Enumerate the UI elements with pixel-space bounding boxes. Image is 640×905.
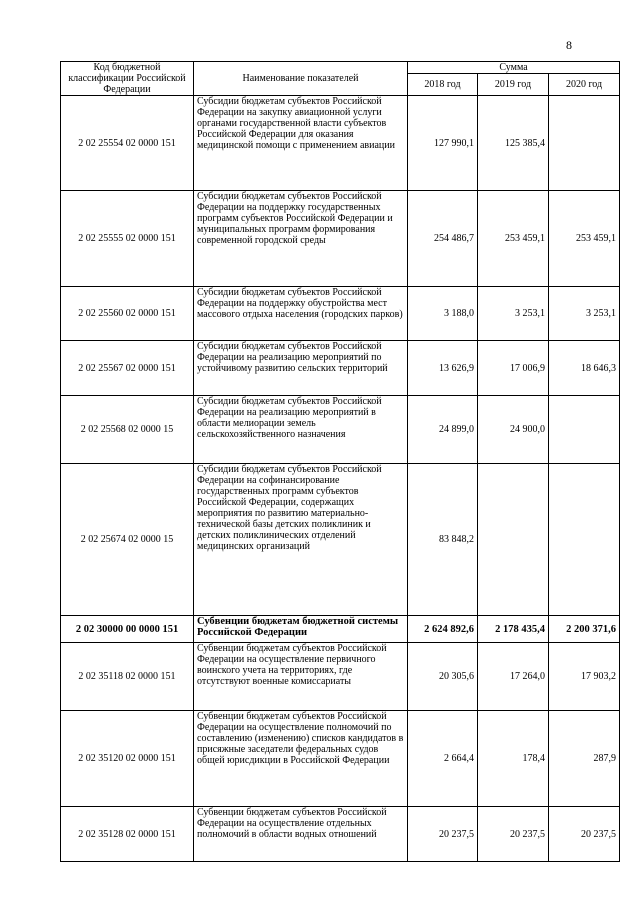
row-name: Субвенции бюджетам субъектов Российской Федерации на осуществление отдельных полномочий в области водных отношений — [194, 807, 408, 862]
table-row — [61, 464, 620, 616]
row-value-2019: 178,4 — [478, 711, 549, 807]
row-value-2018: 254 486,7 — [408, 191, 478, 287]
row-code: 2 02 35118 02 0000 151 — [61, 643, 194, 711]
row-name: Субсидии бюджетам субъектов Российской Федерации на закупку авиационной услуги органами государственной власти субъектов Российской Федерации для оказания медицинской помощи с применением авиации — [194, 96, 408, 191]
table-row — [61, 396, 620, 464]
row-value-2018: 24 899,0 — [408, 396, 478, 464]
row-value-2019 — [478, 464, 549, 616]
row-value-2019: 3 253,1 — [478, 287, 549, 341]
table-row — [61, 96, 620, 191]
row-code: 2 02 35128 02 0000 151 — [61, 807, 194, 862]
row-value-2020 — [549, 396, 620, 464]
header-year-2019: 2019 год — [478, 74, 549, 96]
row-value-2020: 3 253,1 — [549, 287, 620, 341]
row-value-2020: 20 237,5 — [549, 807, 620, 862]
row-name: Субвенции бюджетам субъектов Российской Федерации на осуществление первичного воинского учета на территориях, где отсутствуют военные комиссариаты — [194, 643, 408, 711]
row-value-2018: 13 626,9 — [408, 341, 478, 396]
row-value-2020: 2 200 371,6 — [549, 616, 620, 643]
row-value-2018: 2 664,4 — [408, 711, 478, 807]
row-code: 2 02 25674 02 0000 15 — [61, 464, 194, 616]
table-row — [61, 807, 620, 862]
row-code: 2 02 25567 02 0000 151 — [61, 341, 194, 396]
header-year-2020: 2020 год — [549, 74, 620, 96]
budget-table — [60, 61, 620, 862]
row-value-2019: 17 264,0 — [478, 643, 549, 711]
header-name: Наименование показателей — [194, 62, 408, 96]
row-value-2020 — [549, 464, 620, 616]
row-name: Субсидии бюджетам субъектов Российской Федерации на реализацию мероприятий по устойчивому развитию сельских территорий — [194, 341, 408, 396]
row-value-2019: 17 006,9 — [478, 341, 549, 396]
page-number: 8 — [566, 38, 572, 52]
row-code: 2 02 25560 02 0000 151 — [61, 287, 194, 341]
row-value-2019: 20 237,5 — [478, 807, 549, 862]
row-code: 2 02 25568 02 0000 15 — [61, 396, 194, 464]
table-row — [61, 643, 620, 711]
row-value-2018: 2 624 892,6 — [408, 616, 478, 643]
row-code: 2 02 30000 00 0000 151 — [61, 616, 194, 643]
header-sum: Сумма — [408, 62, 620, 74]
row-value-2019: 125 385,4 — [478, 96, 549, 191]
table-row — [61, 711, 620, 807]
row-value-2020: 253 459,1 — [549, 191, 620, 287]
row-value-2018: 127 990,1 — [408, 96, 478, 191]
row-value-2019: 24 900,0 — [478, 396, 549, 464]
row-name: Субвенции бюджетам субъектов Российской Федерации на осуществление полномочий по составлению (изменению) списков кандидатов в присяжные заседатели федеральных судов общей юрисдикции в Российской Федерации — [194, 711, 408, 807]
row-value-2018: 3 188,0 — [408, 287, 478, 341]
row-name: Субсидии бюджетам субъектов Российской Федерации на реализацию мероприятий в области мелиорации земель сельскохозяйственного назначения — [194, 396, 408, 464]
row-value-2020 — [549, 96, 620, 191]
row-code: 2 02 25555 02 0000 151 — [61, 191, 194, 287]
row-value-2020: 17 903,2 — [549, 643, 620, 711]
row-name: Субсидии бюджетам субъектов Российской Федерации на поддержку обустройства мест массового отдыха населения (городских парков) — [194, 287, 408, 341]
row-name: Субсидии бюджетам субъектов Российской Федерации на софинансирование государственных программ субъектов Российской Федерации, содержащих мероприятия по развитию материально-технической базы детских поликлиник и детских поликлинических отделений медицинских организаций — [194, 464, 408, 616]
row-name: Субсидии бюджетам субъектов Российской Федерации на поддержку государственных программ субъектов Российской Федерации и муниципальных программ формирования современной городской среды — [194, 191, 408, 287]
row-code: 2 02 35120 02 0000 151 — [61, 711, 194, 807]
table-row — [61, 191, 620, 287]
row-value-2019: 2 178 435,4 — [478, 616, 549, 643]
table-row-subtotal — [61, 616, 620, 643]
row-value-2018: 20 305,6 — [408, 643, 478, 711]
row-value-2020: 287,9 — [549, 711, 620, 807]
row-value-2019: 253 459,1 — [478, 191, 549, 287]
header-year-2018: 2018 год — [408, 74, 478, 96]
row-value-2018: 83 848,2 — [408, 464, 478, 616]
row-name: Субвенции бюджетам бюджетной системы Российской Федерации — [194, 616, 408, 643]
table-row — [61, 341, 620, 396]
row-value-2020: 18 646,3 — [549, 341, 620, 396]
header-code: Код бюджетной классификации Российской Федерации — [61, 62, 194, 96]
table-row — [61, 287, 620, 341]
row-code: 2 02 25554 02 0000 151 — [61, 96, 194, 191]
row-value-2018: 20 237,5 — [408, 807, 478, 862]
